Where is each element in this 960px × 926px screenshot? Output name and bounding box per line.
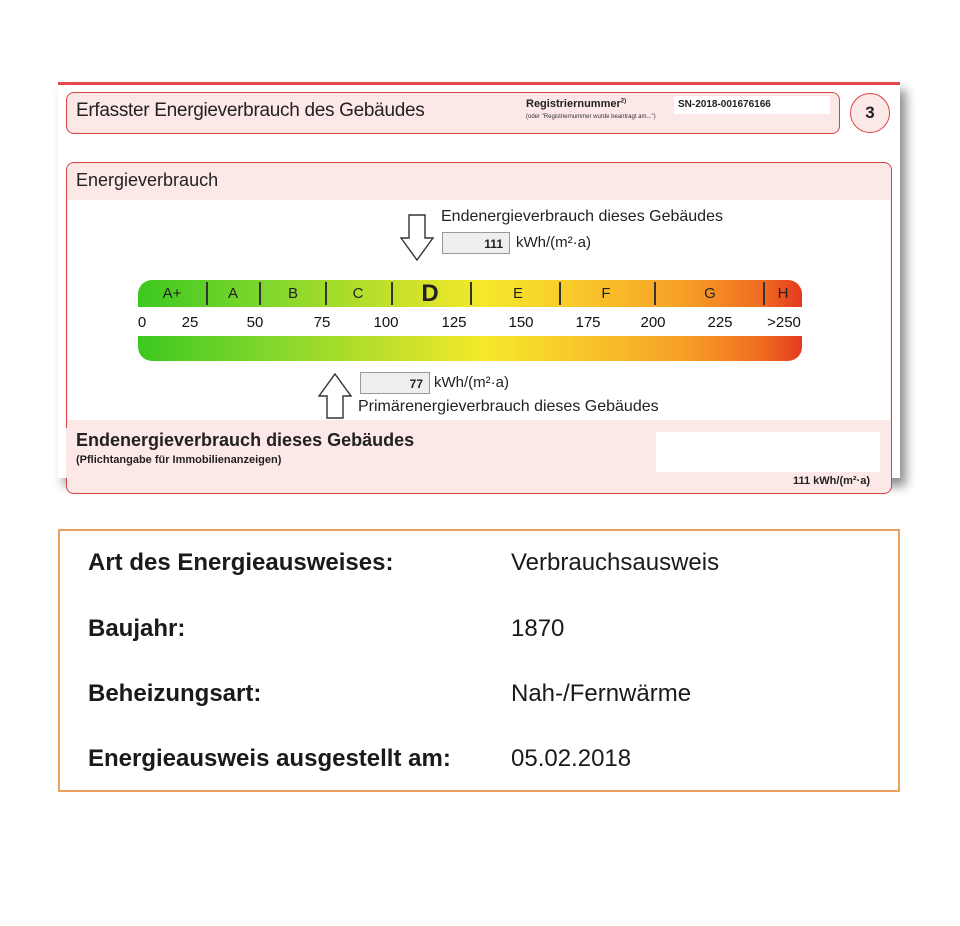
energy-certificate-image bbox=[58, 82, 900, 487]
page-number-badge: 3 bbox=[850, 93, 890, 133]
energy-scale-tick: 175 bbox=[575, 314, 601, 331]
energy-scale-tick: 125 bbox=[441, 314, 467, 331]
energy-class-divider bbox=[654, 282, 656, 305]
info-value: Verbrauchsausweis bbox=[511, 549, 720, 576]
info-label: Art des Energieausweises: bbox=[88, 549, 394, 576]
energy-class-label: E bbox=[512, 285, 524, 302]
energy-class-divider bbox=[763, 282, 765, 305]
energy-scale-bottom-bar bbox=[138, 336, 802, 361]
energy-class-label: F bbox=[601, 285, 611, 302]
energy-scale-tick: >250 bbox=[767, 314, 801, 331]
energy-class-divider bbox=[391, 282, 393, 305]
energy-class-divider bbox=[206, 282, 208, 305]
footer-value: 111 kWh/(m²·a) bbox=[656, 432, 880, 472]
energy-class-divider bbox=[259, 282, 261, 305]
energy-class-label: G bbox=[704, 285, 716, 302]
energy-scale-tick: 100 bbox=[373, 314, 399, 331]
registration-number: SN-2018-001676166 bbox=[674, 96, 830, 114]
info-label: Energieausweis ausgestellt am: bbox=[88, 745, 451, 772]
primary-energy-value: 77 bbox=[360, 372, 430, 394]
energy-scale-tick: 25 bbox=[181, 314, 199, 331]
energy-section-title: Energieverbrauch bbox=[76, 170, 219, 190]
energy-scale-tick: 0 bbox=[137, 314, 147, 331]
info-value: 1870 bbox=[511, 615, 565, 642]
info-value: Nah-/Fernwärme bbox=[511, 680, 692, 707]
info-value: 05.02.2018 bbox=[511, 745, 632, 772]
final-energy-unit: kWh/(m²·a) bbox=[516, 234, 591, 251]
primary-energy-label: Primärenergieverbrauch dieses Gebäudes bbox=[358, 398, 659, 415]
energy-scale-tick: 225 bbox=[707, 314, 733, 331]
energy-class-label: A+ bbox=[162, 285, 182, 302]
primary-energy-unit: kWh/(m²·a) bbox=[434, 374, 509, 391]
certificate-header-title: Erfasster Energieverbrauch des Gebäudes bbox=[76, 100, 425, 121]
info-label: Beheizungsart: bbox=[88, 680, 262, 707]
energy-class-divider bbox=[470, 282, 472, 305]
energy-scale-tick: 150 bbox=[508, 314, 534, 331]
energy-class-divider bbox=[559, 282, 561, 305]
registration-note: (oder "Registriernummer wurde beantragt am...") bbox=[526, 114, 656, 120]
footer-subtitle: (Pflichtangabe für Immobilienanzeigen) bbox=[76, 454, 282, 466]
primary-energy-arrow-icon bbox=[318, 372, 352, 420]
final-energy-value: 111 bbox=[442, 232, 510, 254]
registration-label: Registriernummer$^{2)}$ bbox=[526, 98, 627, 110]
footer-title: Endenergieverbrauch dieses Gebäudes bbox=[76, 430, 415, 450]
final-energy-label: Endenergieverbrauch dieses Gebäudes bbox=[441, 208, 723, 225]
energy-scale-tick: 50 bbox=[246, 314, 264, 331]
energy-class-label: D bbox=[421, 280, 439, 307]
energy-scale-tick: 200 bbox=[640, 314, 666, 331]
energy-class-label: B bbox=[287, 285, 299, 302]
final-energy-arrow-icon bbox=[400, 214, 434, 262]
energy-class-label: H bbox=[777, 285, 789, 302]
info-panel bbox=[58, 529, 900, 792]
energy-class-label: C bbox=[352, 285, 364, 302]
energy-class-divider bbox=[325, 282, 327, 305]
energy-class-label: A bbox=[227, 285, 239, 302]
info-label: Baujahr: bbox=[88, 615, 186, 642]
energy-scale-tick: 75 bbox=[313, 314, 331, 331]
